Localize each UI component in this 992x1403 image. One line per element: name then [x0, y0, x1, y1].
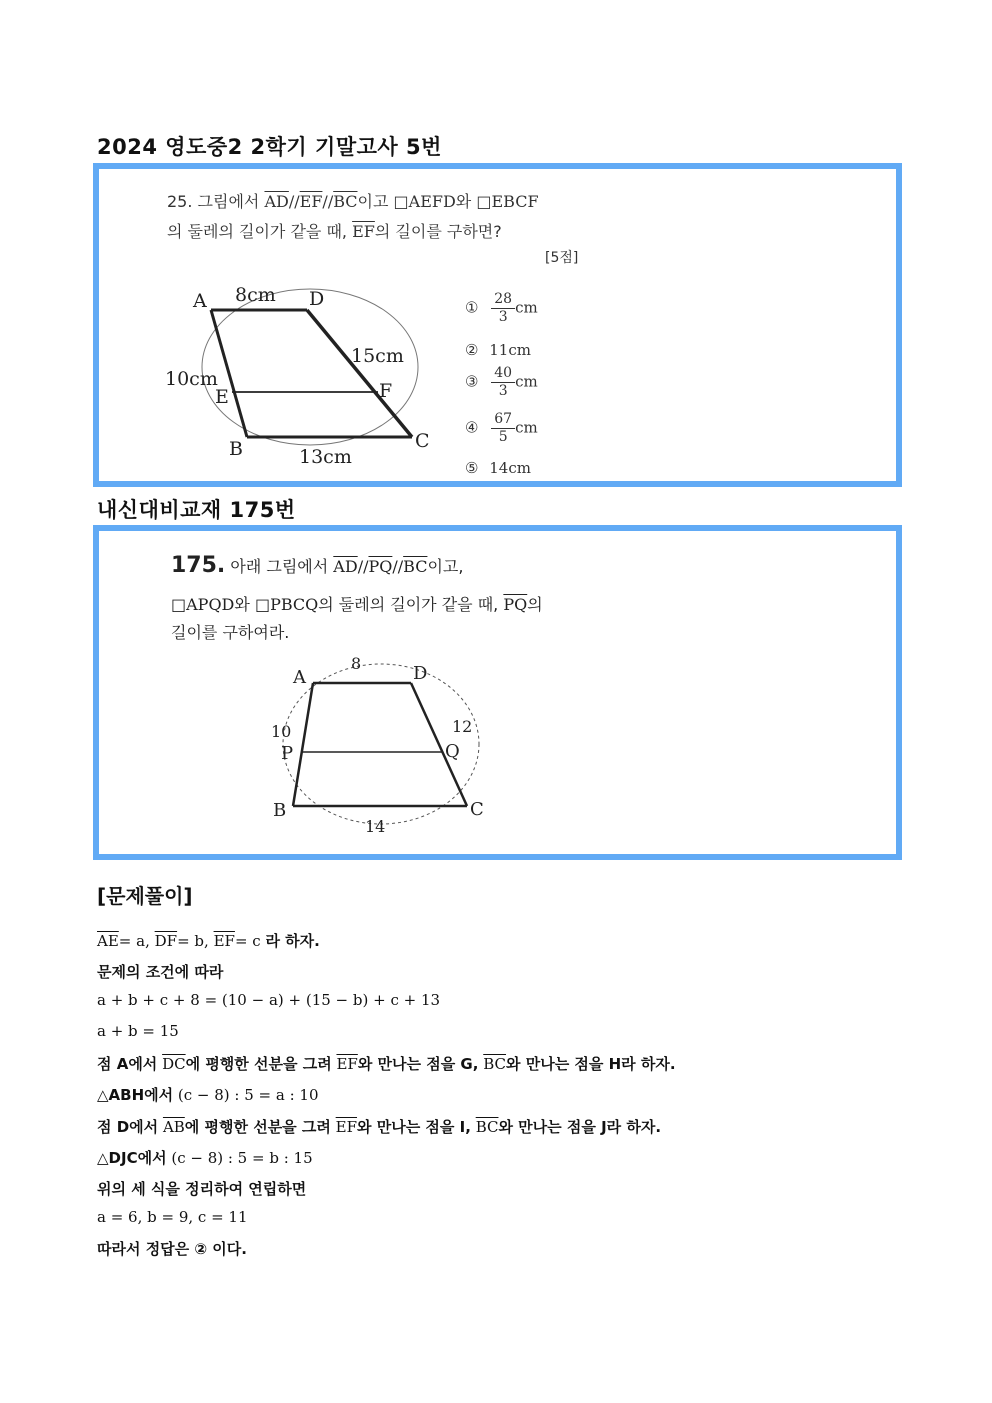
- quad-apqd: □APQD: [171, 595, 235, 614]
- solution-line-2: [97, 961, 223, 982]
- label-q: Q: [445, 741, 460, 762]
- segment-bc: $\overline{BC}$: [333, 192, 358, 211]
- label-c: C: [415, 430, 430, 452]
- q2-text: 의 둘레의 길이가 같을 때,: [318, 595, 499, 614]
- solution-line-3: a + b + c + 8 = (10 − a) + (15 − b) + c + 13: [97, 991, 441, 1009]
- label-d: D: [413, 663, 428, 684]
- heading-exam-source: 2024 영도중2 2학기 기말고사 5번: [97, 135, 442, 159]
- solution-title: [문제풀이]: [97, 884, 193, 908]
- q2-text: 와: [234, 595, 250, 614]
- question-1-box: [93, 163, 902, 487]
- label-length-bottom: 14: [365, 817, 386, 836]
- q2-text: 의: [527, 595, 543, 614]
- label-length-top: 8: [351, 654, 362, 673]
- question-2-box: [93, 525, 902, 860]
- label-length-bottom: 13cm: [299, 446, 352, 467]
- math-text: = a,: [118, 932, 150, 950]
- q1-text: 그림에서: [197, 192, 260, 211]
- label-a: A: [293, 667, 306, 688]
- numerator: 67: [491, 411, 515, 429]
- choice-number: ②: [465, 341, 479, 359]
- choice-4[interactable]: [465, 411, 538, 446]
- numerator: 40: [491, 365, 515, 383]
- segment-ef: $\overline{EF}$: [336, 1055, 358, 1073]
- segment-ae: $\overline{AE}$: [97, 932, 119, 950]
- solution-text: 와 만나는 점을 J라 하자.: [498, 1118, 662, 1136]
- choice-3[interactable]: [465, 365, 538, 400]
- label-b: B: [229, 438, 243, 460]
- label-a: A: [193, 290, 207, 312]
- label-length-right: 12: [452, 717, 473, 736]
- choice-number: ⑤: [465, 459, 479, 477]
- solution-text: 와 만나는 점을 G,: [357, 1055, 479, 1073]
- unit: cm: [515, 418, 538, 437]
- segment-pq: $\overline{PQ}$: [368, 557, 393, 576]
- choice-5[interactable]: [465, 459, 531, 477]
- label-p: P: [281, 743, 294, 764]
- solution-line-10: a = 6, b = 9, c = 11: [97, 1208, 248, 1226]
- label-e: E: [215, 386, 229, 408]
- solution-text: 점 A에서: [97, 1055, 158, 1073]
- segment-dc: $\overline{DC}$: [162, 1055, 186, 1073]
- side-ab: [293, 683, 313, 806]
- math-text: = b,: [177, 932, 209, 950]
- solution-text: 와 만나는 점을 H라 하자.: [506, 1055, 676, 1073]
- question-1-line-2: [167, 219, 502, 242]
- label-length-right: 15cm: [351, 345, 404, 367]
- quad-aefd: □AEFD: [393, 192, 456, 211]
- unit: cm: [515, 298, 538, 317]
- q1-text: 이고: [357, 192, 389, 211]
- denominator: 3: [498, 309, 508, 325]
- label-d: D: [309, 288, 325, 310]
- solution-line-9: [97, 1178, 306, 1199]
- segment-ef: $\overline{EF}$: [213, 932, 235, 950]
- segment-bc: $\overline{BC}$: [483, 1055, 507, 1073]
- q1-text: 와: [455, 192, 472, 211]
- denominator: 5: [498, 429, 508, 445]
- question-2-line-1: 175. 아래 그림에서 $\overline{AD}//\overline{PQ}//\overline{BC}$이고,: [171, 553, 464, 578]
- label-length-left: 10cm: [165, 368, 218, 390]
- question-number: 25.: [167, 192, 193, 211]
- quad-ebcf: □EBCF: [476, 192, 539, 211]
- solution-line-6: [97, 1084, 319, 1105]
- solution-text: 라 하자.: [265, 932, 320, 950]
- solution-line-4: a + b = 15: [97, 1022, 179, 1040]
- question-2-line-3: 길이를 구하여라.: [171, 623, 290, 642]
- points-badge: [5점]: [545, 250, 579, 266]
- solution-answer: 따라서 정답은 ② 이다.: [97, 1240, 247, 1258]
- heading-workbook-source: 내신대비교재 175번: [97, 498, 296, 522]
- solution-line-11: [97, 1238, 247, 1259]
- solution-line-8: [97, 1147, 313, 1168]
- solution-text: 위의 세 식을 정리하여 연립하면: [97, 1180, 307, 1198]
- solution-text: △DJC에서: [97, 1149, 167, 1167]
- question-number: 175.: [171, 553, 226, 578]
- segment-ad: $\overline{AD}$: [333, 557, 358, 576]
- segment-ab: $\overline{AB}$: [162, 1118, 185, 1136]
- segment-bc: $\overline{BC}$: [475, 1118, 499, 1136]
- math-text: = c: [234, 932, 261, 950]
- q2-text: 이고,: [427, 557, 464, 576]
- solution-text: 에 평행한 선분을 그려: [184, 1118, 331, 1136]
- solution-text: △ABH에서: [97, 1086, 174, 1104]
- choice-number: ④: [465, 418, 479, 437]
- segment-ef: $\overline{EF}$: [299, 192, 323, 211]
- q1-text: 의 둘레의 길이가 같을 때,: [167, 222, 347, 241]
- solution-text: 에 평행한 선분을 그려: [185, 1055, 332, 1073]
- label-length-left: 10: [271, 722, 292, 741]
- figure-trapezoid-1: [165, 277, 445, 467]
- q1-text: 의 길이를 구하면?: [374, 222, 502, 241]
- choice-text: 14cm: [489, 459, 531, 477]
- choice-number: ③: [465, 372, 479, 391]
- label-c: C: [470, 799, 484, 820]
- choice-2[interactable]: [465, 341, 531, 359]
- question-1-line-1: 25. 그림에서 $\overline{AD}//\overline{EF}//\overline{BC}$이고 □AEFD와 □EBCF: [167, 192, 539, 211]
- q2-text: 아래 그림에서: [230, 557, 329, 576]
- choice-1[interactable]: [465, 291, 538, 326]
- unit: cm: [515, 372, 538, 391]
- figure-trapezoid-2: [269, 649, 509, 839]
- segment-pq: $\overline{PQ}$: [503, 595, 528, 614]
- side-dc: [307, 310, 412, 437]
- solution-line-1: [97, 930, 320, 951]
- solution-text: 와 만나는 점을 I,: [357, 1118, 471, 1136]
- label-length-top: 8cm: [235, 284, 276, 306]
- solution-text: 문제의 조건에 따라: [97, 963, 224, 981]
- segment-ef: $\overline{EF}$: [352, 222, 375, 241]
- solution-line-7: [97, 1116, 661, 1137]
- label-f: F: [379, 380, 393, 402]
- segment-bc: $\overline{BC}$: [403, 557, 428, 576]
- question-2-line-2: [171, 592, 543, 615]
- solution-text: 점 D에서: [97, 1118, 159, 1136]
- choice-text: 11cm: [489, 341, 531, 359]
- math-text: (c − 8) : 5 = b : 15: [171, 1149, 313, 1167]
- segment-df: $\overline{DF}$: [154, 932, 178, 950]
- choice-number: ①: [465, 298, 479, 317]
- quad-pbcq: □PBCQ: [254, 595, 319, 614]
- math-text: (c − 8) : 5 = a : 10: [177, 1086, 319, 1104]
- numerator: 28: [491, 291, 515, 309]
- denominator: 3: [498, 383, 508, 399]
- solution-line-5: [97, 1053, 676, 1074]
- segment-ef: $\overline{EF}$: [335, 1118, 358, 1136]
- segment-ad: $\overline{AD}$: [264, 192, 289, 211]
- label-b: B: [273, 800, 287, 821]
